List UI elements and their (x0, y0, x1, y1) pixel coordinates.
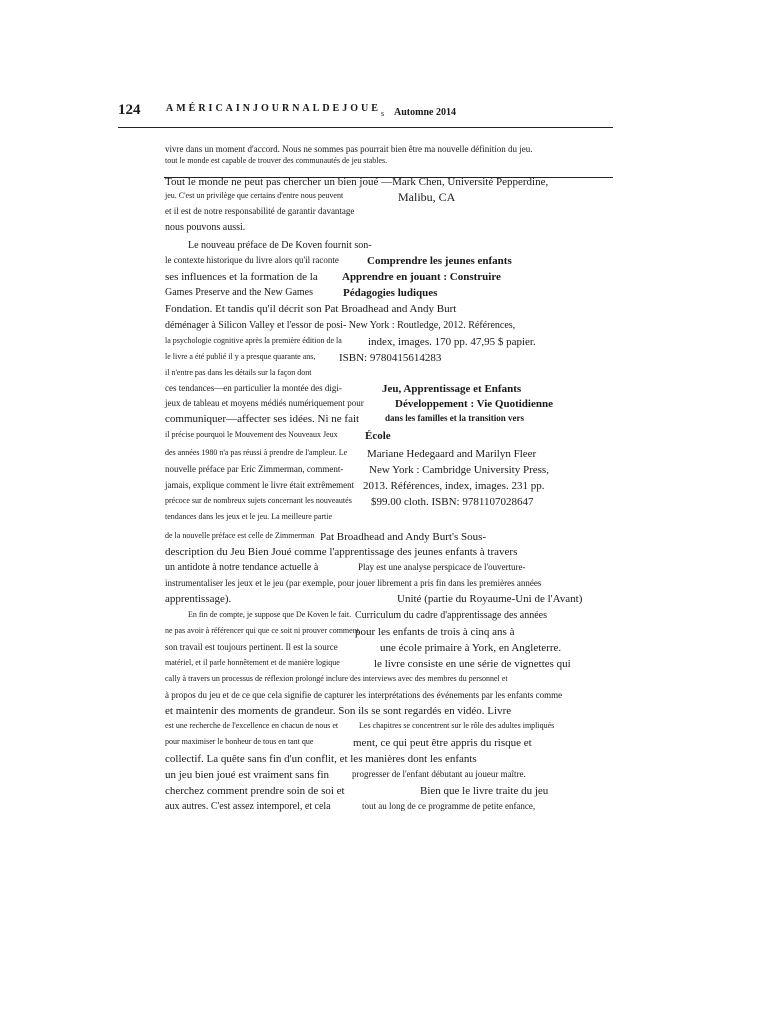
text-line: déménager à Silicon Valley et l'essor de posi- New York : Routledge, 2012. Références, (165, 320, 516, 331)
issue-season: Automne 2014 (394, 107, 456, 118)
text-line: à propos du jeu et de ce que cela signifie de capturer les interprétations des événements par les enfants comme (165, 690, 563, 700)
text-line: jeu. C'est un privilège que certains d'entre nous peuvent (165, 191, 344, 200)
text-line: Mariane Hedegaard and Marilyn Fleer (367, 448, 537, 460)
text-line: un antidote à notre tendance actuelle à (165, 562, 319, 573)
text-line: la psychologie cognitive après la première édition de la (165, 336, 342, 345)
text-line: de la nouvelle préface est celle de Zimmerman (165, 531, 315, 540)
text-line: Les chapitres se concentrent sur le rôle des adultes impliqués (359, 721, 555, 730)
text-line: et il est de notre responsabilité de garantir davantage (165, 206, 355, 216)
text-line: ces tendances—en particulier la montée des digi- (165, 383, 342, 393)
text-line: un jeu bien joué est vraiment sans fin (165, 769, 330, 781)
text-line: Unité (partie du Royaume-Uni de l'Avant) (397, 593, 583, 605)
text-line: il précise pourquoi le Mouvement des Nouveaux Jeux (165, 430, 338, 439)
text-line: il n'entre pas dans les détails sur la façon dont (165, 368, 312, 377)
text-line: aux autres. C'est assez intemporel, et cela (165, 801, 331, 812)
text-line: Pédagogies ludiques (343, 287, 438, 299)
text-line: index, images. 170 pp. 47,95 $ papier. (368, 336, 536, 348)
text-line: nouvelle préface par Eric Zimmerman, comment- (165, 464, 344, 474)
text-line: communiquer—affecter ses idées. Ni ne fait (165, 413, 360, 425)
text-line: cherchez comment prendre soin de soi et (165, 785, 345, 797)
text-line: Apprendre en jouant : Construire (342, 271, 501, 283)
text-line: En fin de compte, je suppose que De Koven le fait. (188, 610, 352, 619)
text-line: $99.00 cloth. ISBN: 9781107028647 (371, 496, 534, 508)
header-rule (118, 127, 613, 128)
text-line: des années 1980 n'a pas réussi à prendre de l'ampleur. Le (165, 448, 348, 457)
text-line: ne pas avoir à référencer qui que ce soit ni prouver comment (165, 626, 359, 635)
text-line: Développement : Vie Quotidienne (395, 398, 553, 410)
text-line: son travail est toujours pertinent. Il est la source (165, 642, 338, 652)
text-line: description du Jeu Bien Joué comme l'apprentissage des jeunes enfants à travers (165, 546, 518, 558)
text-line: Comprendre les jeunes enfants (367, 255, 512, 267)
text-line: le livre a été publié il y a presque quarante ans, (165, 352, 316, 361)
running-header (0, 0, 768, 130)
text-line: Malibu, CA (398, 190, 456, 204)
text-line: tout le monde est capable de trouver des communautés de jeu stables. (165, 156, 388, 165)
text-line: est une recherche de l'excellence en chacun de nous et (165, 721, 339, 730)
text-line: une école primaire à York, en Angleterre. (380, 642, 562, 654)
text-line: tendances dans les jeux et le jeu. La meilleure partie (165, 512, 333, 521)
text-line: pour maximiser le bonheur de tous en tant que (165, 737, 314, 746)
text-line: dans les familles et la transition vers (385, 413, 524, 423)
text-line: New York : Cambridge University Press, (369, 464, 549, 476)
text-line: instrumentaliser les jeux et le jeu (par exemple, pour jouer librement a pris fin dans les premières années (165, 578, 542, 588)
text-line: tout au long de ce programme de petite enfance, (362, 801, 536, 811)
text-line: Fondation. Et tandis qu'il décrit son Pat Broadhead and Andy Burt (165, 303, 457, 315)
text-line: Tout le monde ne peut pas chercher un bien joué —Mark Chen, Université Pepperdine, (165, 176, 549, 188)
text-line: le contexte historique du livre alors qu'il raconte (165, 255, 339, 265)
text-line: Le nouveau préface de De Koven fournit son- (188, 240, 372, 251)
text-line: et maintenir des moments de grandeur. Son ils se sont regardés en vidéo. Livre (165, 705, 512, 717)
header-mark: s (381, 109, 385, 118)
journal-title: AMÉRICAINJOURNALDEJOUE (166, 103, 381, 114)
text-line: cally à travers un processus de réflexion prolongé inclure des interviews avec des membres du personnel et (165, 674, 508, 683)
text-line: matériel, et il parle honnêtement et de manière logique (165, 658, 340, 667)
text-line: vivre dans un moment d'accord. Nous ne sommes pas pourrait bien être ma nouvelle définition du jeu. (165, 144, 533, 154)
text-line: Bien que le livre traite du jeu (420, 785, 549, 797)
text-line: le livre consiste en une série de vignettes qui (374, 658, 571, 670)
text-line: Jeu, Apprentissage et Enfants (382, 383, 522, 395)
text-line: jamais, explique comment le livre était extrêmement (165, 480, 355, 490)
text-line: ISBN: 9780415614283 (339, 352, 442, 364)
text-line: 2013. Références, index, images. 231 pp. (363, 480, 545, 492)
text-line: progresser de l'enfant débutant au joueur maître. (352, 769, 526, 779)
text-line: jeux de tableau et moyens médiés numériquement pour (165, 398, 364, 408)
text-line: nous pouvons aussi. (165, 222, 246, 233)
text-line: ses influences et la formation de la (165, 271, 318, 283)
text-line: pour les enfants de trois à cinq ans à (355, 626, 515, 638)
text-line: Play est une analyse perspicace de l'ouverture- (358, 562, 526, 572)
text-line: ment, ce qui peut être appris du risque et (353, 737, 532, 749)
page-number: 124 (118, 102, 141, 118)
text-line: apprentissage). (165, 593, 232, 605)
text-line: Pat Broadhead and Andy Burt's Sous- (320, 531, 487, 543)
text-line: École (365, 430, 391, 442)
text-line: collectif. La quête sans fin d'un conflit, et les manières dont les enfants (165, 753, 477, 765)
text-line: précoce sur de nombreux sujets concernant les nouveautés (165, 496, 352, 505)
text-line: Curriculum du cadre d'apprentissage des années (355, 610, 548, 621)
text-line: Games Preserve and the New Games (165, 287, 314, 298)
